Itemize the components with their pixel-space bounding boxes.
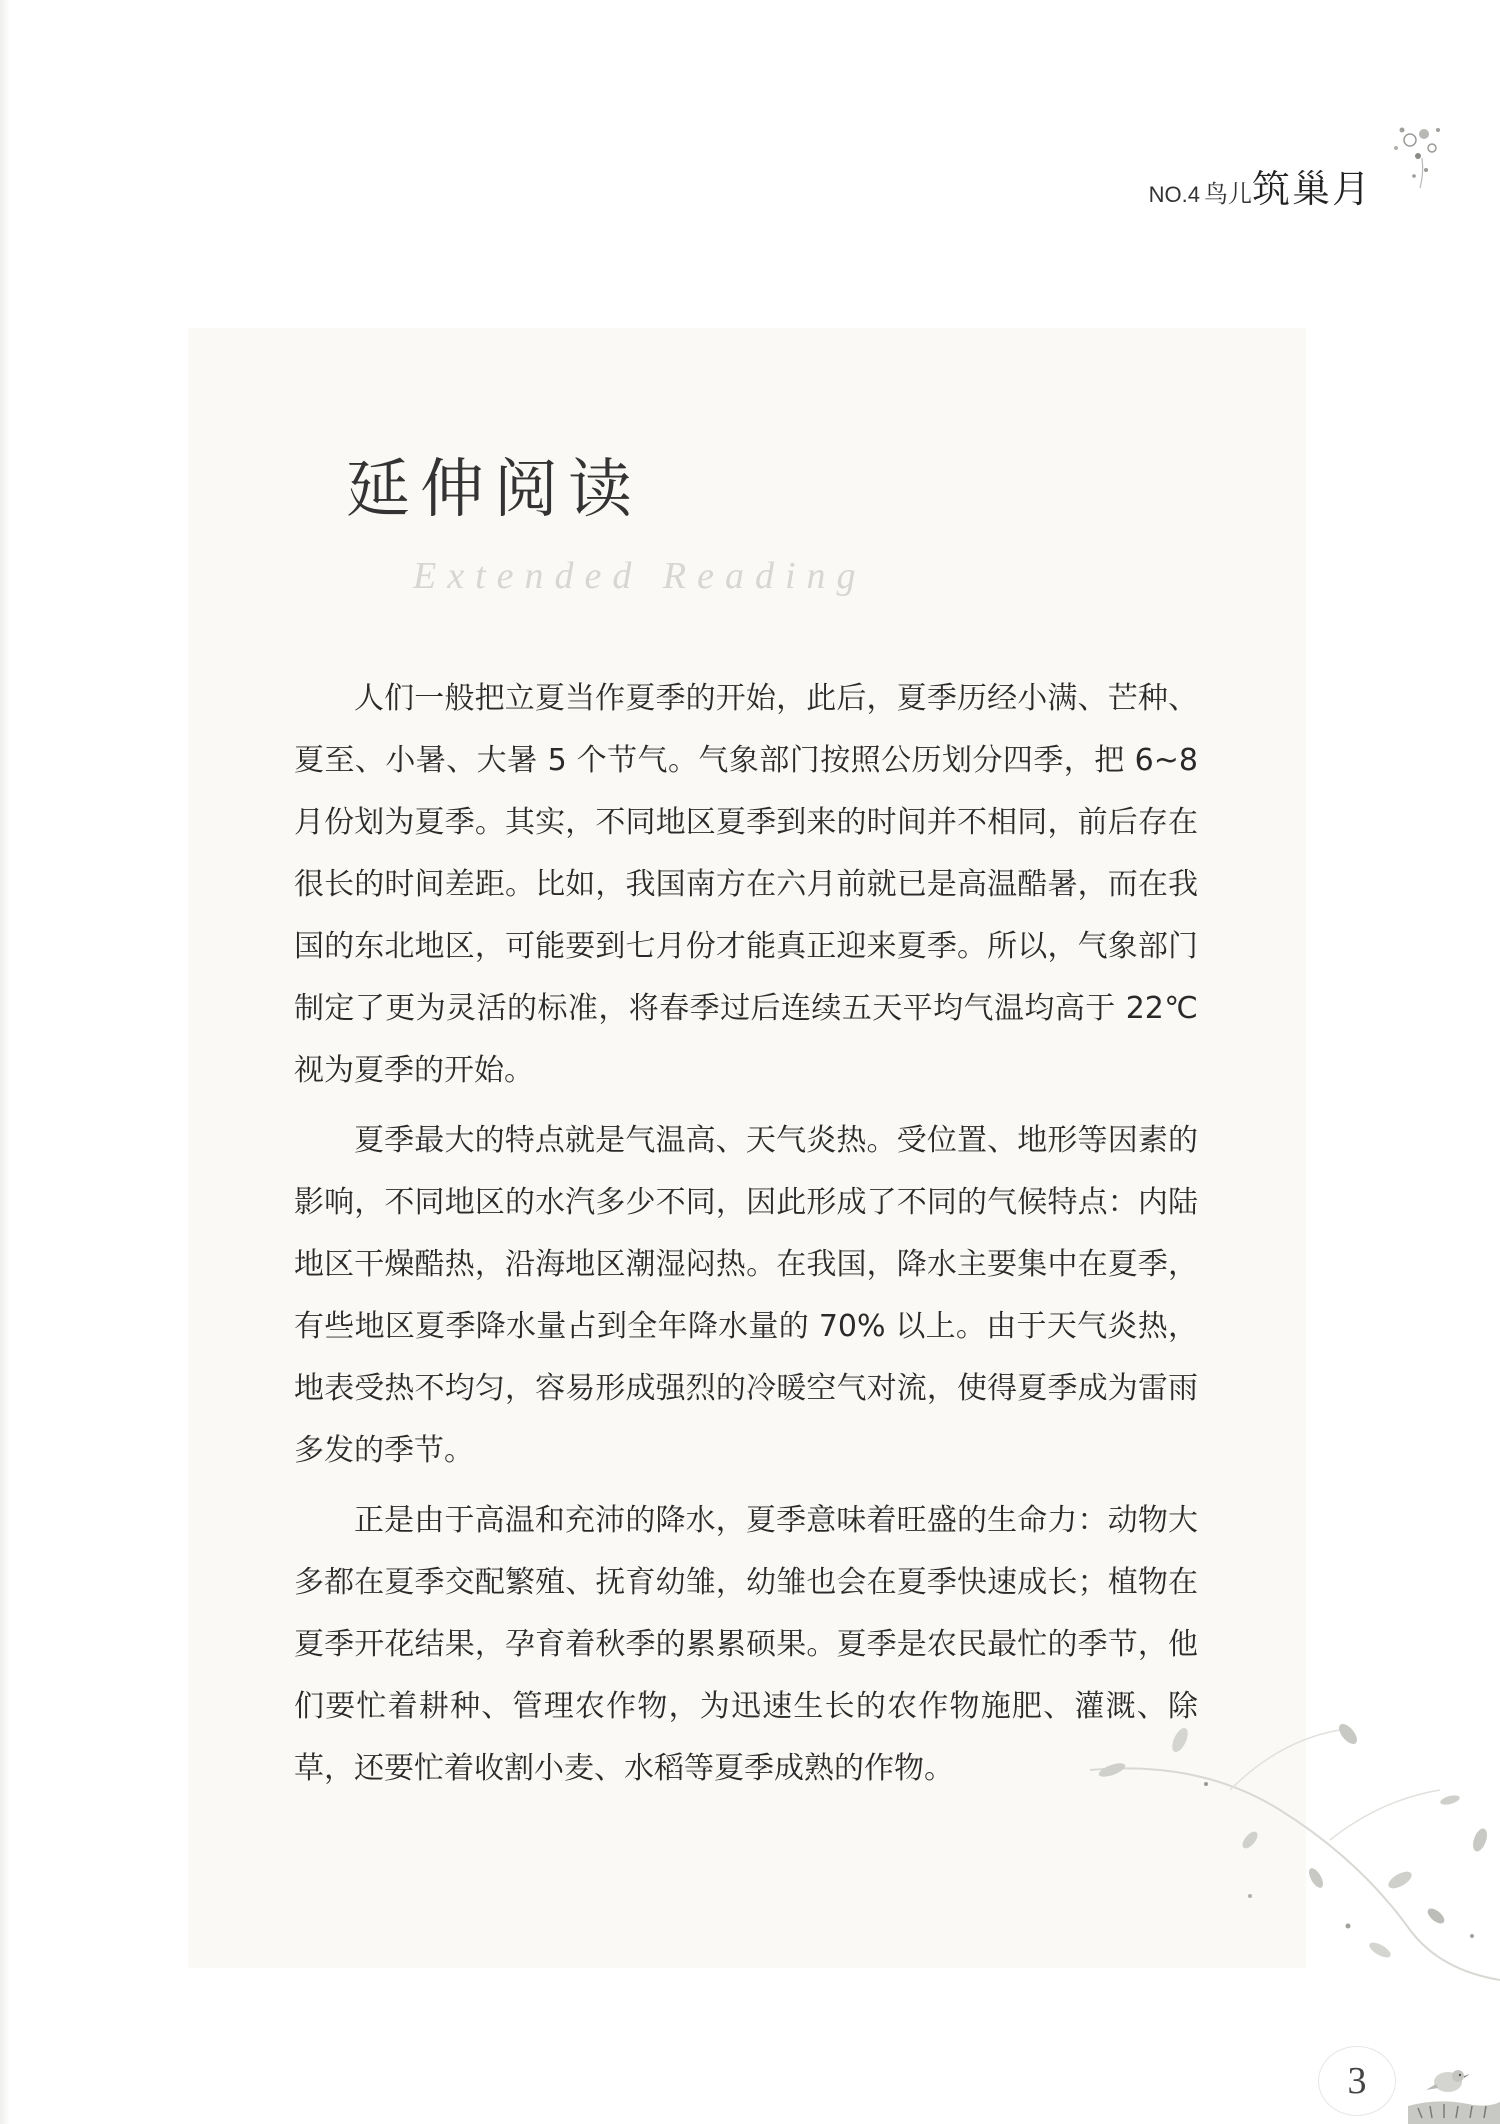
- running-header: [1149, 158, 1372, 213]
- section-subtitle: Extended Reading: [413, 555, 867, 597]
- flower-decoration-icon: [1362, 118, 1452, 198]
- chapter-title-large: 筑巢月: [1251, 167, 1372, 211]
- paragraph: 夏季最大的特点就是气温高、天气炎热。受位置、地形等因素的影响，不同地区的水汽多少不同，因此形成了不同的气候特点：内陆地区干燥酷热，沿海地区潮湿闷热。在我国，降水主要集中在夏季，有些地区夏季降水量占到全年降水量的 70% 以上。由于天气炎热，地表受热不均匀，容易形成强烈的冷暖空气对流，使得夏季成为雷雨多发的季节。: [294, 1123, 1198, 1468]
- issue-number: NO.4: [1148, 182, 1200, 207]
- paragraph: 正是由于高温和充沛的降水，夏季意味着旺盛的生命力：动物大多都在夏季交配繁殖、抚育幼雏，幼雏也会在夏季快速成长；植物在夏季开花结果，孕育着秋季的累累硕果。夏季是农民最忙的季节，他们要忙着耕种、管理农作物，为迅速生长的农作物施肥、灌溉、除草，还要忙着收割小麦、水稻等夏季成熟的作物。: [294, 1503, 1198, 1786]
- vine-decoration-icon: [1080, 1700, 1500, 2000]
- page-edge: [0, 0, 10, 2124]
- article-body: [294, 668, 1198, 1808]
- chapter-title-small: 鸟儿: [1203, 180, 1252, 208]
- section-title: 延伸阅读: [346, 453, 642, 527]
- bird-decoration-icon: [1408, 2060, 1500, 2124]
- page-number: 3: [1318, 2046, 1396, 2116]
- paragraph: 人们一般把立夏当作夏季的开始，此后，夏季历经小满、芒种、夏至、小暑、大暑 5 个节气。气象部门按照公历划分四季，把 6~8 月份划为夏季。其实，不同地区夏季到来的时间并不相同，前后存在很长的时间差距。比如，我国南方在六月前就已是高温酷暑，而在我国的东北地区，可能要到七月份才能真正迎来夏季。所以，气象部门制定了更为灵活的标准，将春季过后连续五天平均气温均高于 22℃ 视为夏季的开始。: [294, 681, 1198, 1088]
